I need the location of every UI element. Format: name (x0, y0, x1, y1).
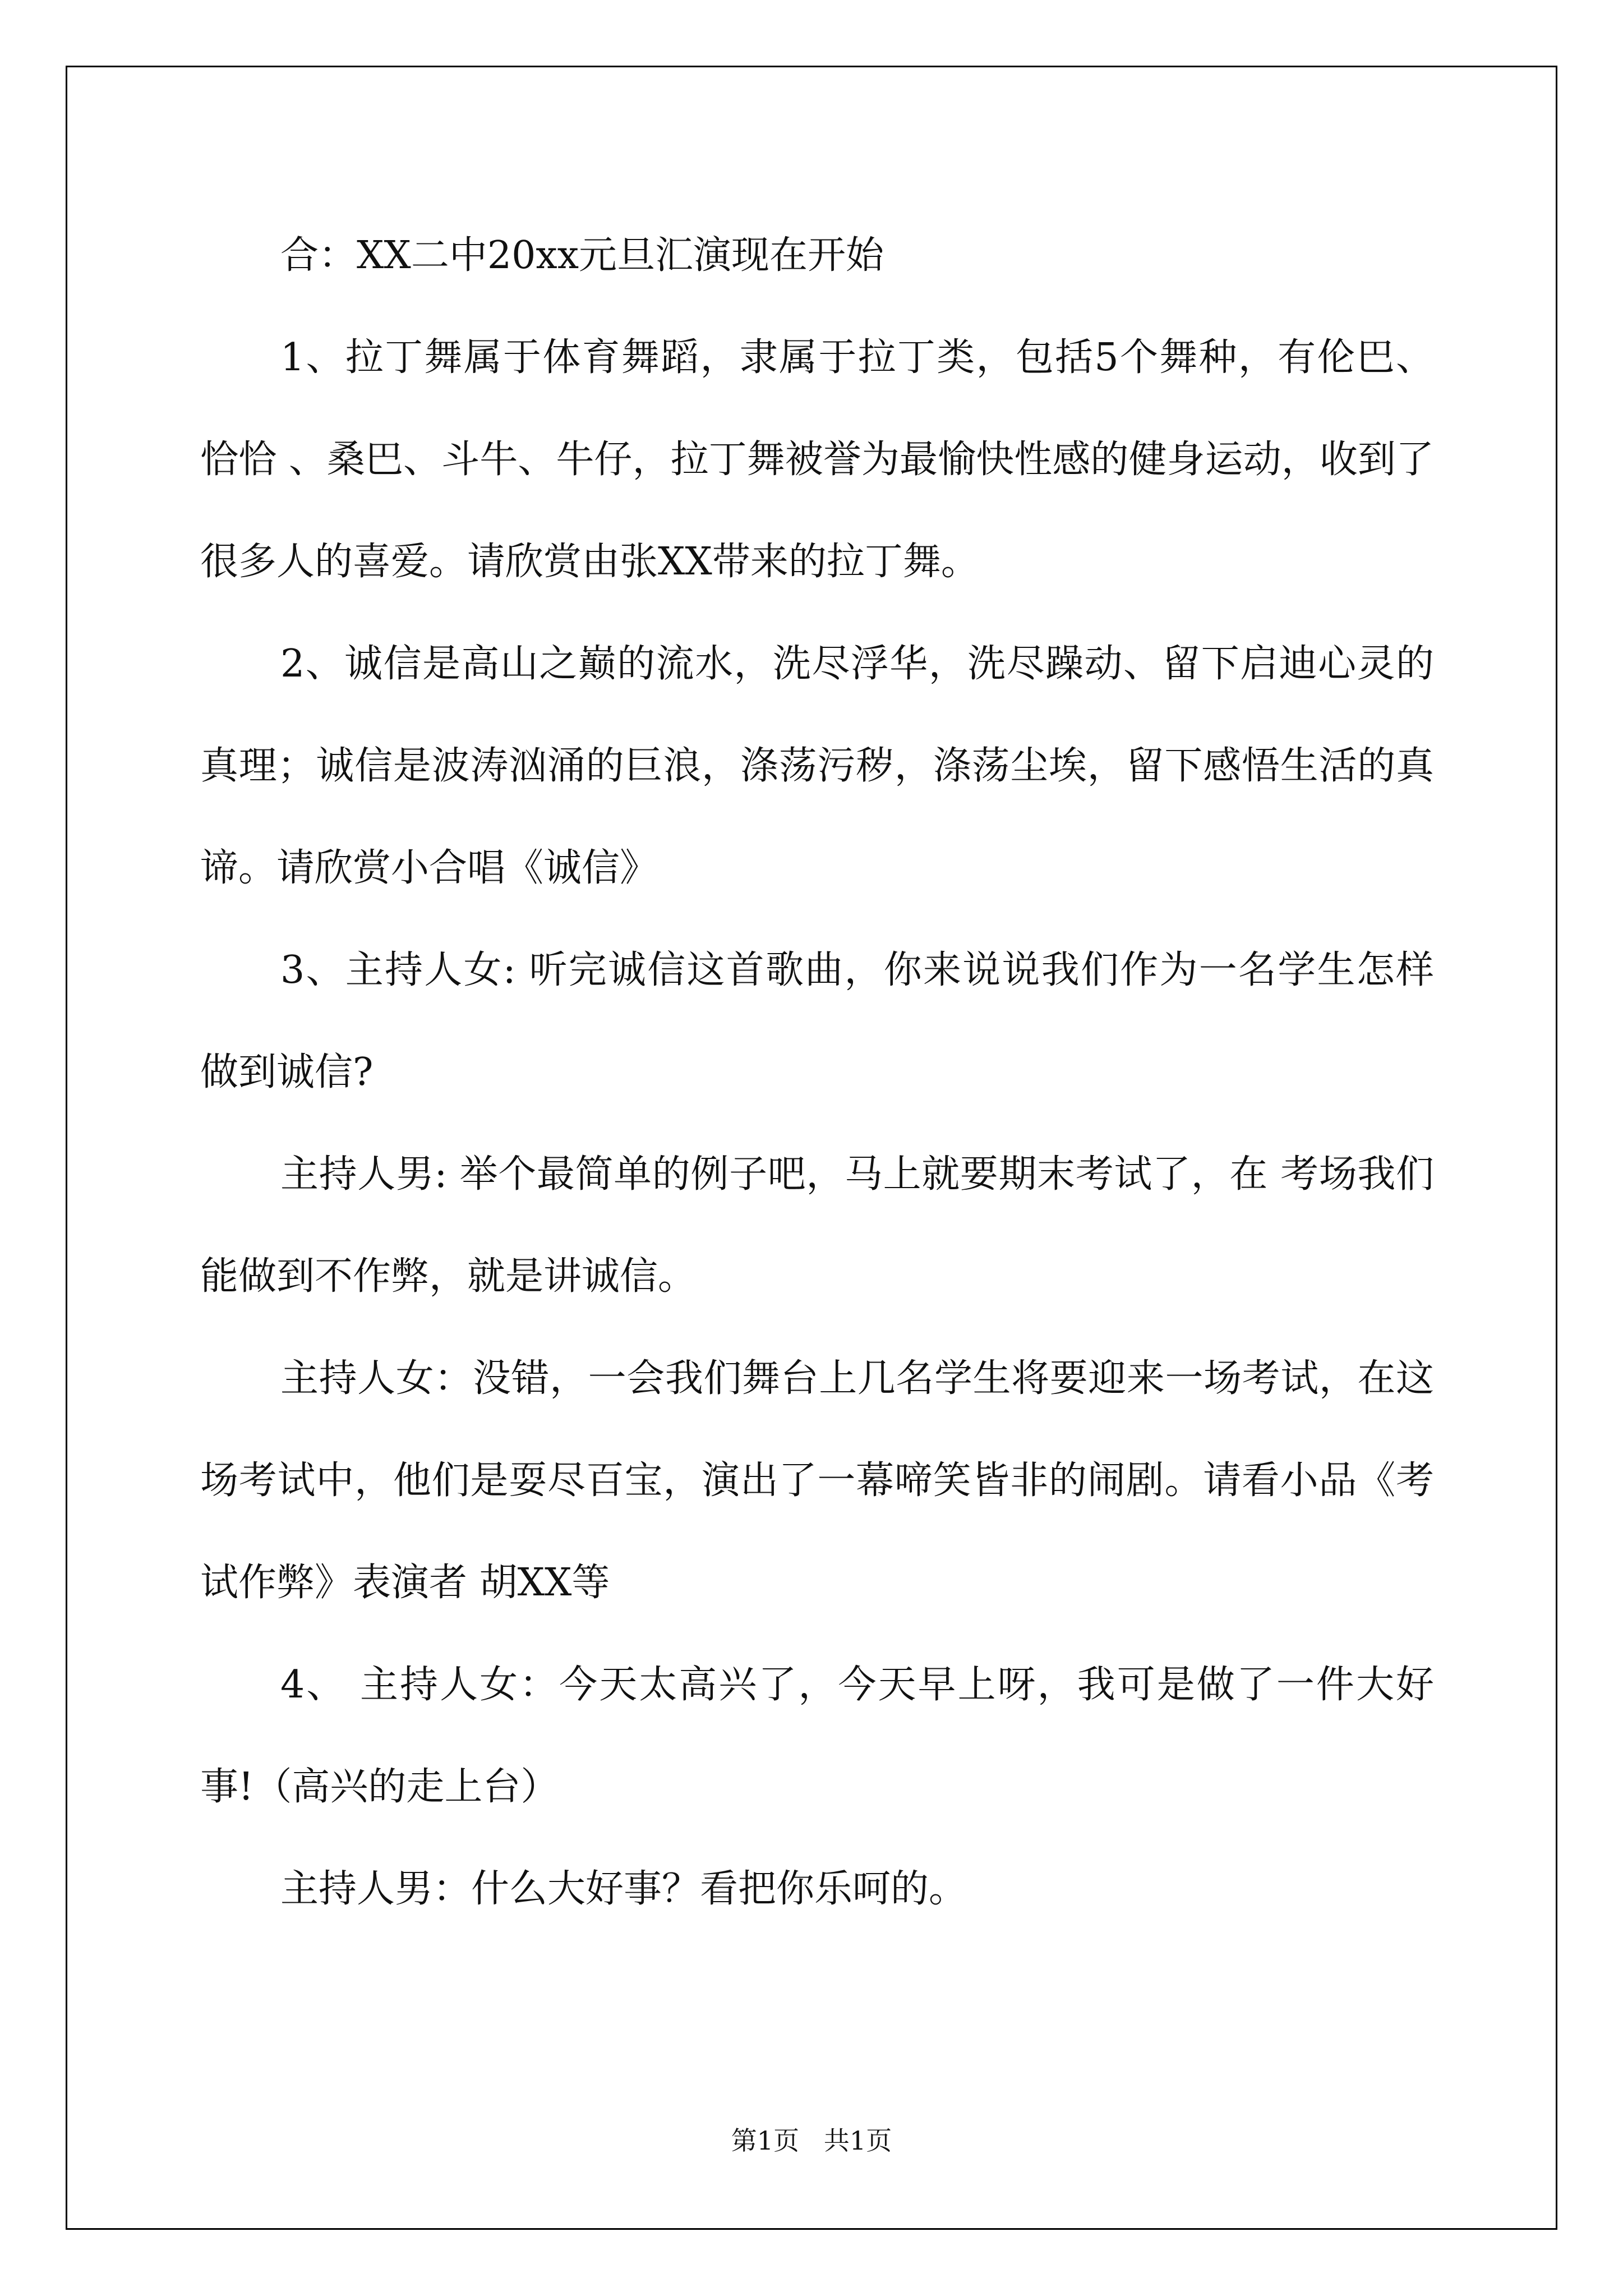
paragraph-host-female-skit: 主持人女：没错，一会我们舞台上几名学生将要迎来一场考试，在这场考试中，他们是耍尽百宝，演出了一幕啼笑皆非的闹剧。请看小品《考试作弊》表演者 胡XX等 (200, 1356, 1434, 1605)
paragraph-latin-dance: 1、拉丁舞属于体育舞蹈，隶属于拉丁类，包括5个舞种，有伦巴、恰恰 、桑巴、斗牛、牛仔，拉丁舞被誉为最愉快性感的健身运动，收到了很多人的喜爱。请欣赏由张XX带来的拉丁舞。 (200, 335, 1434, 584)
paragraph-host-male-answer: 主持人男: 举个最简单的例子吧，马上就要期末考试了，在 考场我们能做到不作弊，就是讲诚信。 (200, 1152, 1434, 1299)
page-footer: 第1页 共1页 (731, 2125, 892, 2156)
paragraph-opening: 合：XX二中20xx元旦汇演现在开始 (280, 233, 884, 278)
paragraph-integrity: 2、诚信是高山之巅的流水，洗尽浮华，洗尽躁动、留下启迪心灵的真理；诚信是波涛汹涌的巨浪，涤荡污秽，涤荡尘埃，留下感悟生活的真谛。请欣赏小合唱《诚信》 (200, 642, 1434, 890)
paragraph-host-female-question: 3、主持人女: 听完诚信这首歌曲，你来说说我们作为一名学生怎样做到诚信? (200, 948, 1434, 1094)
paragraph-host-female-good-deed: 4、 主持人女：今天太高兴了，今天早上呀，我可是做了一件大好事!（高兴的走上台） (200, 1663, 1434, 1809)
paragraph-host-male-reply: 主持人男：什么大好事？看把你乐呵的。 (280, 1867, 967, 1911)
document-body (200, 205, 1434, 1940)
